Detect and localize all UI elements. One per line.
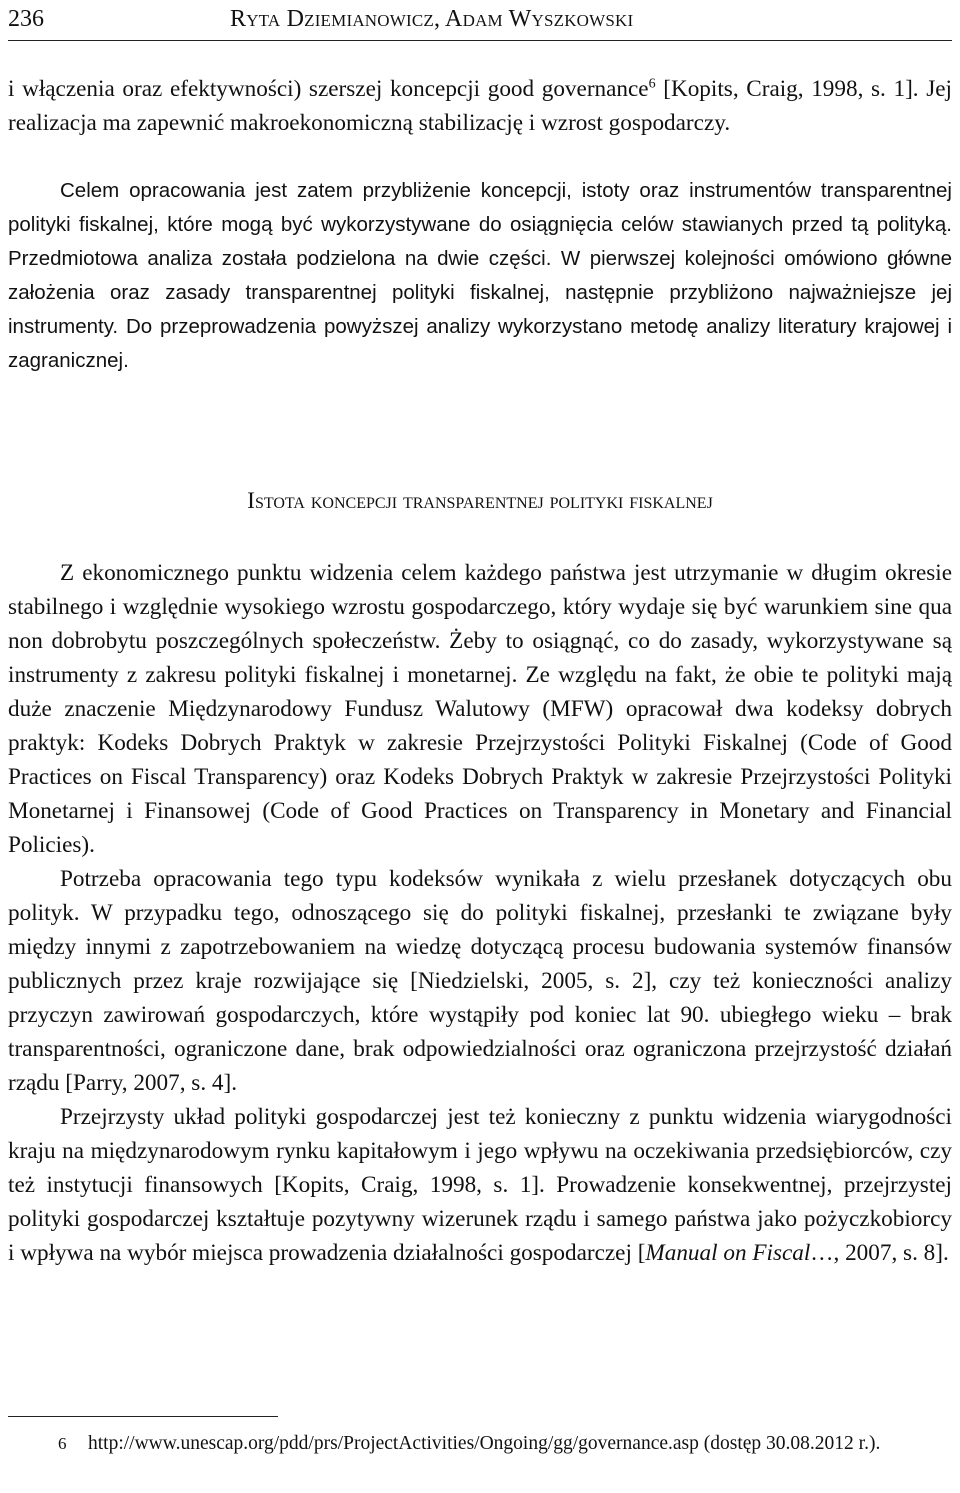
intro-paragraph-2: Celem opracowania jest zatem przybliżenie koncepcji, istoty oraz instrumentów transparentnej polityki fiskalnej, które mogą być wykorzystywane do osiągnięcia celów stawianych przed tą polityką. Przedmiotowa analiza została podzielona na dwie części. W pierwszej kolejności omówiono główne założenia oraz zasady transparentnej polityki fiskalnej, następnie przybliżono najważniejsze jej instrumenty. Do przeprowadzenia powyższej analizy wykorzystano metodę analizy literatury krajowej i zagranicznej. [8,179,952,372]
footnote-number: 6 [58,1434,67,1453]
footnote-text: http://www.unescap.org/pdd/prs/ProjectActivities/Ongoing/gg/governance.asp (dostęp 30.08.2012 r.). [88,1433,881,1454]
body-paragraph-2: Potrzeba opracowania tego typu kodeksów wynikała z wielu przesłanek dotyczących obu polityk. W przypadku tego, odnoszącego się do polityki fiskalnej, przesłanki te związane były między innymi z zapotrzebowaniem na wiedzę dotyczącą procesu budowania systemów finansów publicznych przez kraje rozwijające się [Niedzielski, 2005, s. 2], czy też konieczności analizy przyczyn zawirowań gospodarczych, które wystąpiły pod koniec lat 90. ubiegłego wieku – brak transparentności, ograniczone dane, brak odpowiedzialności oraz ograniczona przejrzystość działań rządu [Parry, 2007, s. 4]. [8,866,952,1096]
document-page [8,0,952,1493]
intro-paragraph-1 [8,72,952,140]
header-rule [8,40,952,41]
section-body [8,556,952,1270]
body-p3-text: Przejrzysty układ polityki gospodarczej jest też konieczny z punktu widzenia wiarygodności kraju na międzynarodowym rynku kapitałowym i jego wpływu na oczekiwania przedsiębiorców, czy też instytucji finansowych [Kopits, Craig, 1998, s. 1]. Prowadzenie konsekwentnej, przejrzystej polityki gospodarczej kształtuje pozytywny wizerunek rządu i samego państwa jako pożyczkobiorcy i wpływa na wybór miejsca prowadzenia działalności gospodarczej [ [8,1104,952,1266]
body-paragraph-1: Z ekonomicznego punktu widzenia celem każdego państwa jest utrzymanie w długim okresie stabilnego i względnie wysokiego wzrostu gospodarczego, który wydaje się być warunkiem sine qua non dobrobytu poszczególnych społeczeństw. Żeby to osiągnąć, co do zasady, wykorzystywane są instrumenty z zakresu polityki fiskalnej i monetarnej. Ze względu na fakt, że obie te polityki mają duże znaczenie Międzynarodowy Fundusz Walutowy (MFW) opracował dwa kodeksy dobrych praktyk: Kodeks Dobrych Praktyk w zakresie Przejrzystości Polityki Fiskalnej (Code of Good Practices on Fiscal Transparency) oraz Kodeks Dobrych Praktyk w zakresie Przejrzystości Polityki Monetarnej i Finansowej (Code of Good Practices on Transparency in Monetary and Financial Policies). [8,560,952,858]
intro-p1-text-cont: [Kopits, Craig, 1998, s. 1]. Jej realizacja ma zapewnić makroekonomiczną stabilizację i wzrost gospodarczy. [8,76,952,136]
body-paragraph-3 [8,1100,952,1270]
footnote [8,1428,952,1460]
footnote-ref: 6 [648,76,656,92]
running-head: Ryta Dziemianowicz, Adam Wyszkowski [230,6,634,32]
body-p3-text-end: …, 2007, s. 8]. [810,1240,949,1266]
body-p3-italic: Manual on Fiscal [645,1240,811,1266]
page-number: 236 [8,6,44,32]
section-heading: Istota koncepcji transparentnej polityki fiskalnej [247,488,713,514]
footnote-rule [8,1416,278,1417]
intro-p1-text: i włączenia oraz efektywności) szerszej koncepcji good governance [8,76,649,102]
page-header [8,6,952,36]
